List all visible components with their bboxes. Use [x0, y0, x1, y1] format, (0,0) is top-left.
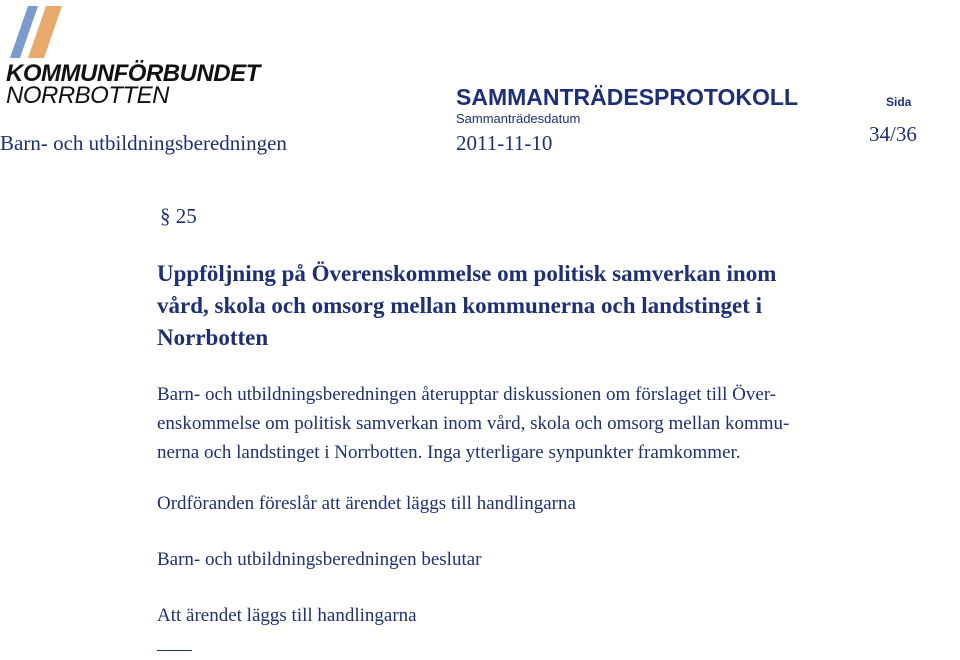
logo-stripes-icon: [2, 2, 252, 62]
body-line: nerna och landstinget i Norrbotten. Inga ytterligare synpunkter framkommer.: [157, 442, 741, 463]
decision-intro: Barn- och utbildningsberedningen beslutar: [157, 549, 482, 570]
body-line: Barn- och utbildningsberedningen återupptar diskussionen om förslaget till Över-: [157, 384, 777, 405]
body-paragraph: [157, 380, 957, 467]
logo-text-line1: KOMMUNFÖRBUNDET: [6, 60, 260, 87]
signature-line: [157, 650, 192, 651]
organization-logo: [2, 2, 260, 109]
logo-text-line2: NORRBOTTEN: [6, 82, 169, 109]
document-type-title: SAMMANTRÄDESPROTOKOLL: [456, 84, 799, 110]
decision-text: Att ärendet läggs till handlingarna: [157, 605, 417, 626]
section-heading: [157, 258, 927, 354]
heading-line: vård, skola och omsorg mellan kommunerna och landstinget i: [157, 293, 763, 318]
heading-line: Uppföljning på Överenskommelse om politisk samverkan inom: [157, 261, 777, 286]
section-number: § 25: [160, 204, 197, 228]
page-label: Sida: [886, 95, 912, 109]
body-line: enskommelse om politisk samverkan inom vård, skola och omsorg mellan kommu-: [157, 413, 790, 434]
page-number: 34/36: [869, 122, 917, 146]
heading-line: Norrbotten: [157, 325, 269, 350]
committee-name: Barn- och utbildningsberedningen: [0, 131, 287, 155]
chair-proposal: Ordföranden föreslår att ärendet läggs till handlingarna: [157, 493, 576, 514]
meeting-date-label: Sammanträdesdatum: [456, 111, 581, 126]
meeting-date-value: 2011-11-10: [456, 131, 553, 155]
